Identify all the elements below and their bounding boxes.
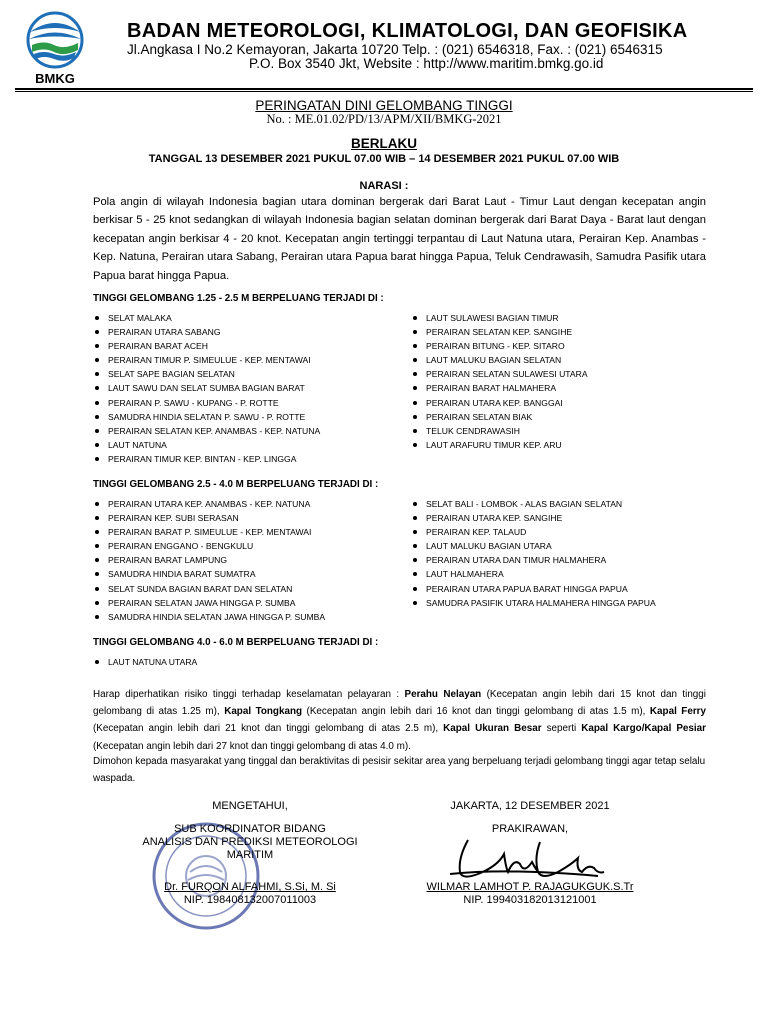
list-item: PERAIRAN UTARA SABANG [93, 325, 320, 339]
sig-right-role: PRAKIRAWAN, [491, 823, 569, 835]
list-item: PERAIRAN BARAT HALMAHERA [411, 381, 588, 395]
sig-left-role-3: MARITIM [226, 849, 274, 861]
list-item: SELAT BALI - LOMBOK - ALAS BAGIAN SELATAN [411, 497, 656, 511]
narasi-heading: NARASI : [359, 180, 409, 192]
address-line-1: Jl.Angkasa I No.2 Kemayoran, Jakarta 10720 Telp. : (021) 6546318, Fax. : (021) 6546315 [127, 42, 663, 57]
berlaku-heading: BERLAKU [351, 136, 417, 151]
list-item: LAUT HALMAHERA [411, 567, 656, 581]
safety-notice [93, 686, 706, 755]
list-item: PERAIRAN TIMUR KEP. BINTAN - KEP. LINGGA [93, 452, 320, 466]
section-heading-2: TINGGI GELOMBANG 2.5 - 4.0 M BERPELUANG TERJADI DI : [93, 479, 379, 490]
list-item: SAMUDRA PASIFIK UTARA HALMAHERA HINGGA PAPUA [411, 596, 656, 610]
list-item: PERAIRAN SELATAN KEP. ANAMBAS - KEP. NATUNA [93, 424, 320, 438]
list-item: PERAIRAN BITUNG - KEP. SITARO [411, 339, 588, 353]
list-item: PERAIRAN UTARA KEP. SANGIHE [411, 511, 656, 525]
doc-title: PERINGATAN DINI GELOMBANG TINGGI [255, 98, 513, 113]
list-item: SELAT SUNDA BAGIAN BARAT DAN SELATAN [93, 582, 325, 596]
signature-graphic [448, 828, 608, 888]
section-heading-3: TINGGI GELOMBANG 4.0 - 6.0 M BERPELUANG TERJADI DI : [93, 637, 379, 648]
list-item: PERAIRAN TIMUR P. SIMEULUE - KEP. MENTAWAI [93, 353, 320, 367]
list-item: LAUT NATUNA UTARA [93, 655, 197, 669]
list-item: LAUT MALUKU BAGIAN UTARA [411, 539, 656, 553]
section-heading-1: TINGGI GELOMBANG 1.25 - 2.5 M BERPELUANG TERJADI DI : [93, 293, 384, 304]
section-1-left-list [93, 311, 320, 466]
list-item: PERAIRAN P. SAWU - KUPANG - P. ROTTE [93, 396, 320, 410]
address-line-2: P.O. Box 3540 Jkt, Website : http://www.maritim.bmkg.go.id [249, 56, 604, 71]
section-3-left-list [93, 655, 197, 669]
sig-left-role-1: SUB KOORDINATOR BIDANG [174, 823, 326, 835]
notice-text: seperti [541, 723, 582, 735]
section-1-right-list [411, 311, 588, 452]
notice-text: Harap diperhatikan risiko tinggi terhadap keselamatan pelayaran : [93, 689, 405, 700]
vessel-type: Kapal Tongkang [224, 706, 303, 718]
vessel-type: Kapal Kargo/Kapal Pesiar [581, 723, 706, 735]
list-item: LAUT ARAFURU TIMUR KEP. ARU [411, 438, 588, 452]
vessel-type: Kapal Ukuran Besar [443, 723, 542, 735]
list-item: PERAIRAN UTARA DAN TIMUR HALMAHERA [411, 553, 656, 567]
section-2-left-list [93, 497, 325, 624]
list-item: PERAIRAN KEP. SUBI SERASAN [93, 511, 325, 525]
sig-right-place-date: JAKARTA, 12 DESEMBER 2021 [450, 800, 610, 812]
list-item: PERAIRAN SELATAN BIAK [411, 410, 588, 424]
sig-right-nip: NIP. 199403182013121001 [463, 894, 597, 906]
list-item: PERAIRAN UTARA PAPUA BARAT HINGGA PAPUA [411, 582, 656, 596]
bmkg-logo [20, 10, 90, 86]
list-item: LAUT SAWU DAN SELAT SUMBA BAGIAN BARAT [93, 381, 320, 395]
list-item: SAMUDRA HINDIA BARAT SUMATRA [93, 567, 325, 581]
list-item: PERAIRAN SELATAN JAWA HINGGA P. SUMBA [93, 596, 325, 610]
notice-text: (Kecepatan angin lebih dari 27 knot dan tinggi gelombang di atas 4.0 m). [93, 740, 411, 752]
list-item: SELAT SAPE BAGIAN SELATAN [93, 367, 320, 381]
notice-text: (Kecepatan angin lebih dari 15 knot dan tinggi gelombang di atas 1.25 m), [93, 689, 706, 718]
sig-left-nip: NIP. 198408132007011003 [183, 894, 317, 906]
logo-text: BMKG [35, 71, 75, 86]
notice-text: (Kecepatan angin lebih dari 21 knot dan tinggi gelombang di atas 2.5 m), [93, 723, 444, 735]
list-item: SAMUDRA HINDIA SELATAN P. SAWU - P. ROTTE [93, 410, 320, 424]
header-rule [15, 88, 753, 90]
list-item: LAUT SULAWESI BAGIAN TIMUR [411, 311, 588, 325]
list-item: PERAIRAN UTARA KEP. ANAMBAS - KEP. NATUNA [93, 497, 325, 511]
list-item: PERAIRAN UTARA KEP. BANGGAI [411, 396, 588, 410]
list-item: LAUT MALUKU BAGIAN SELATAN [411, 353, 588, 367]
list-item: SAMUDRA HINDIA SELATAN JAWA HINGGA P. SUMBA [93, 610, 325, 624]
notice-text: (Kecepatan angin lebih dari 16 knot dan tinggi gelombang di atas 1.5 m), [302, 706, 650, 718]
sig-left-role-2: ANALISIS DAN PREDIKSI METEOROLOGI [142, 836, 358, 848]
list-item: PERAIRAN BARAT LAMPUNG [93, 553, 325, 567]
list-item: PERAIRAN SELATAN SULAWESI UTARA [411, 367, 588, 381]
list-item: PERAIRAN ENGGANO - BENGKULU [93, 539, 325, 553]
vessel-type: Kapal Ferry [649, 706, 707, 718]
list-item: PERAIRAN BARAT ACEH [93, 339, 320, 353]
sig-left-label: MENGETAHUI, [212, 800, 288, 812]
vessel-type: Perahu Nelayan [404, 689, 482, 700]
list-item: LAUT NATUNA [93, 438, 320, 452]
list-item: PERAIRAN BARAT P. SIMEULUE - KEP. MENTAWAI [93, 525, 325, 539]
validity-period: TANGGAL 13 DESEMBER 2021 PUKUL 07.00 WIB – 14 DESEMBER 2021 PUKUL 07.00 WIB [148, 153, 620, 165]
list-item: TELUK CENDRAWASIH [411, 424, 588, 438]
section-2-right-list [411, 497, 656, 610]
header-rule-thin [15, 91, 753, 92]
list-item: PERAIRAN KEP. TALAUD [411, 525, 656, 539]
list-item: PERAIRAN SELATAN KEP. SANGIHE [411, 325, 588, 339]
vigilance-notice: Dimohon kepada masyarakat yang tinggal dan beraktivitas di pesisir sekitar area yang berpeluang terjadi gelombang tinggi agar tetap selalu waspada. [93, 756, 706, 784]
doc-number: No. : ME.01.02/PD/13/APM/XII/BMKG-2021 [266, 112, 502, 126]
sig-right-name: WILMAR LAMHOT P. RAJAGUKGUK.S.Tr [426, 881, 634, 893]
sig-left-name: Dr. FURQON ALFAHMI, S.Si, M. Si [164, 881, 336, 893]
org-name: BADAN METEOROLOGI, KLIMATOLOGI, DAN GEOFISIKA [127, 20, 688, 42]
list-item: SELAT MALAKA [93, 311, 320, 325]
narasi-text: Pola angin di wilayah Indonesia bagian utara dominan bergerak dari Barat Laut - Timur Laut dengan kecepatan angin berkisar 5 - 25 knot sedangkan di wilayah Indonesia bagian selatan dominan bergerak dari Barat Daya - Barat laut dengan kecepatan angin berkisar 4 - 20 knot. Kecepatan angin tertinggi terpantau di Laut Natuna utara, Perairan Kep. Anambas - Kep. Natuna, Perairan utara Sabang, Perairan utara Papua barat hingga Papua, Teluk Cendrawasih, Samudra Pasifik utara Papua barat hingga Papua. [93, 196, 706, 282]
